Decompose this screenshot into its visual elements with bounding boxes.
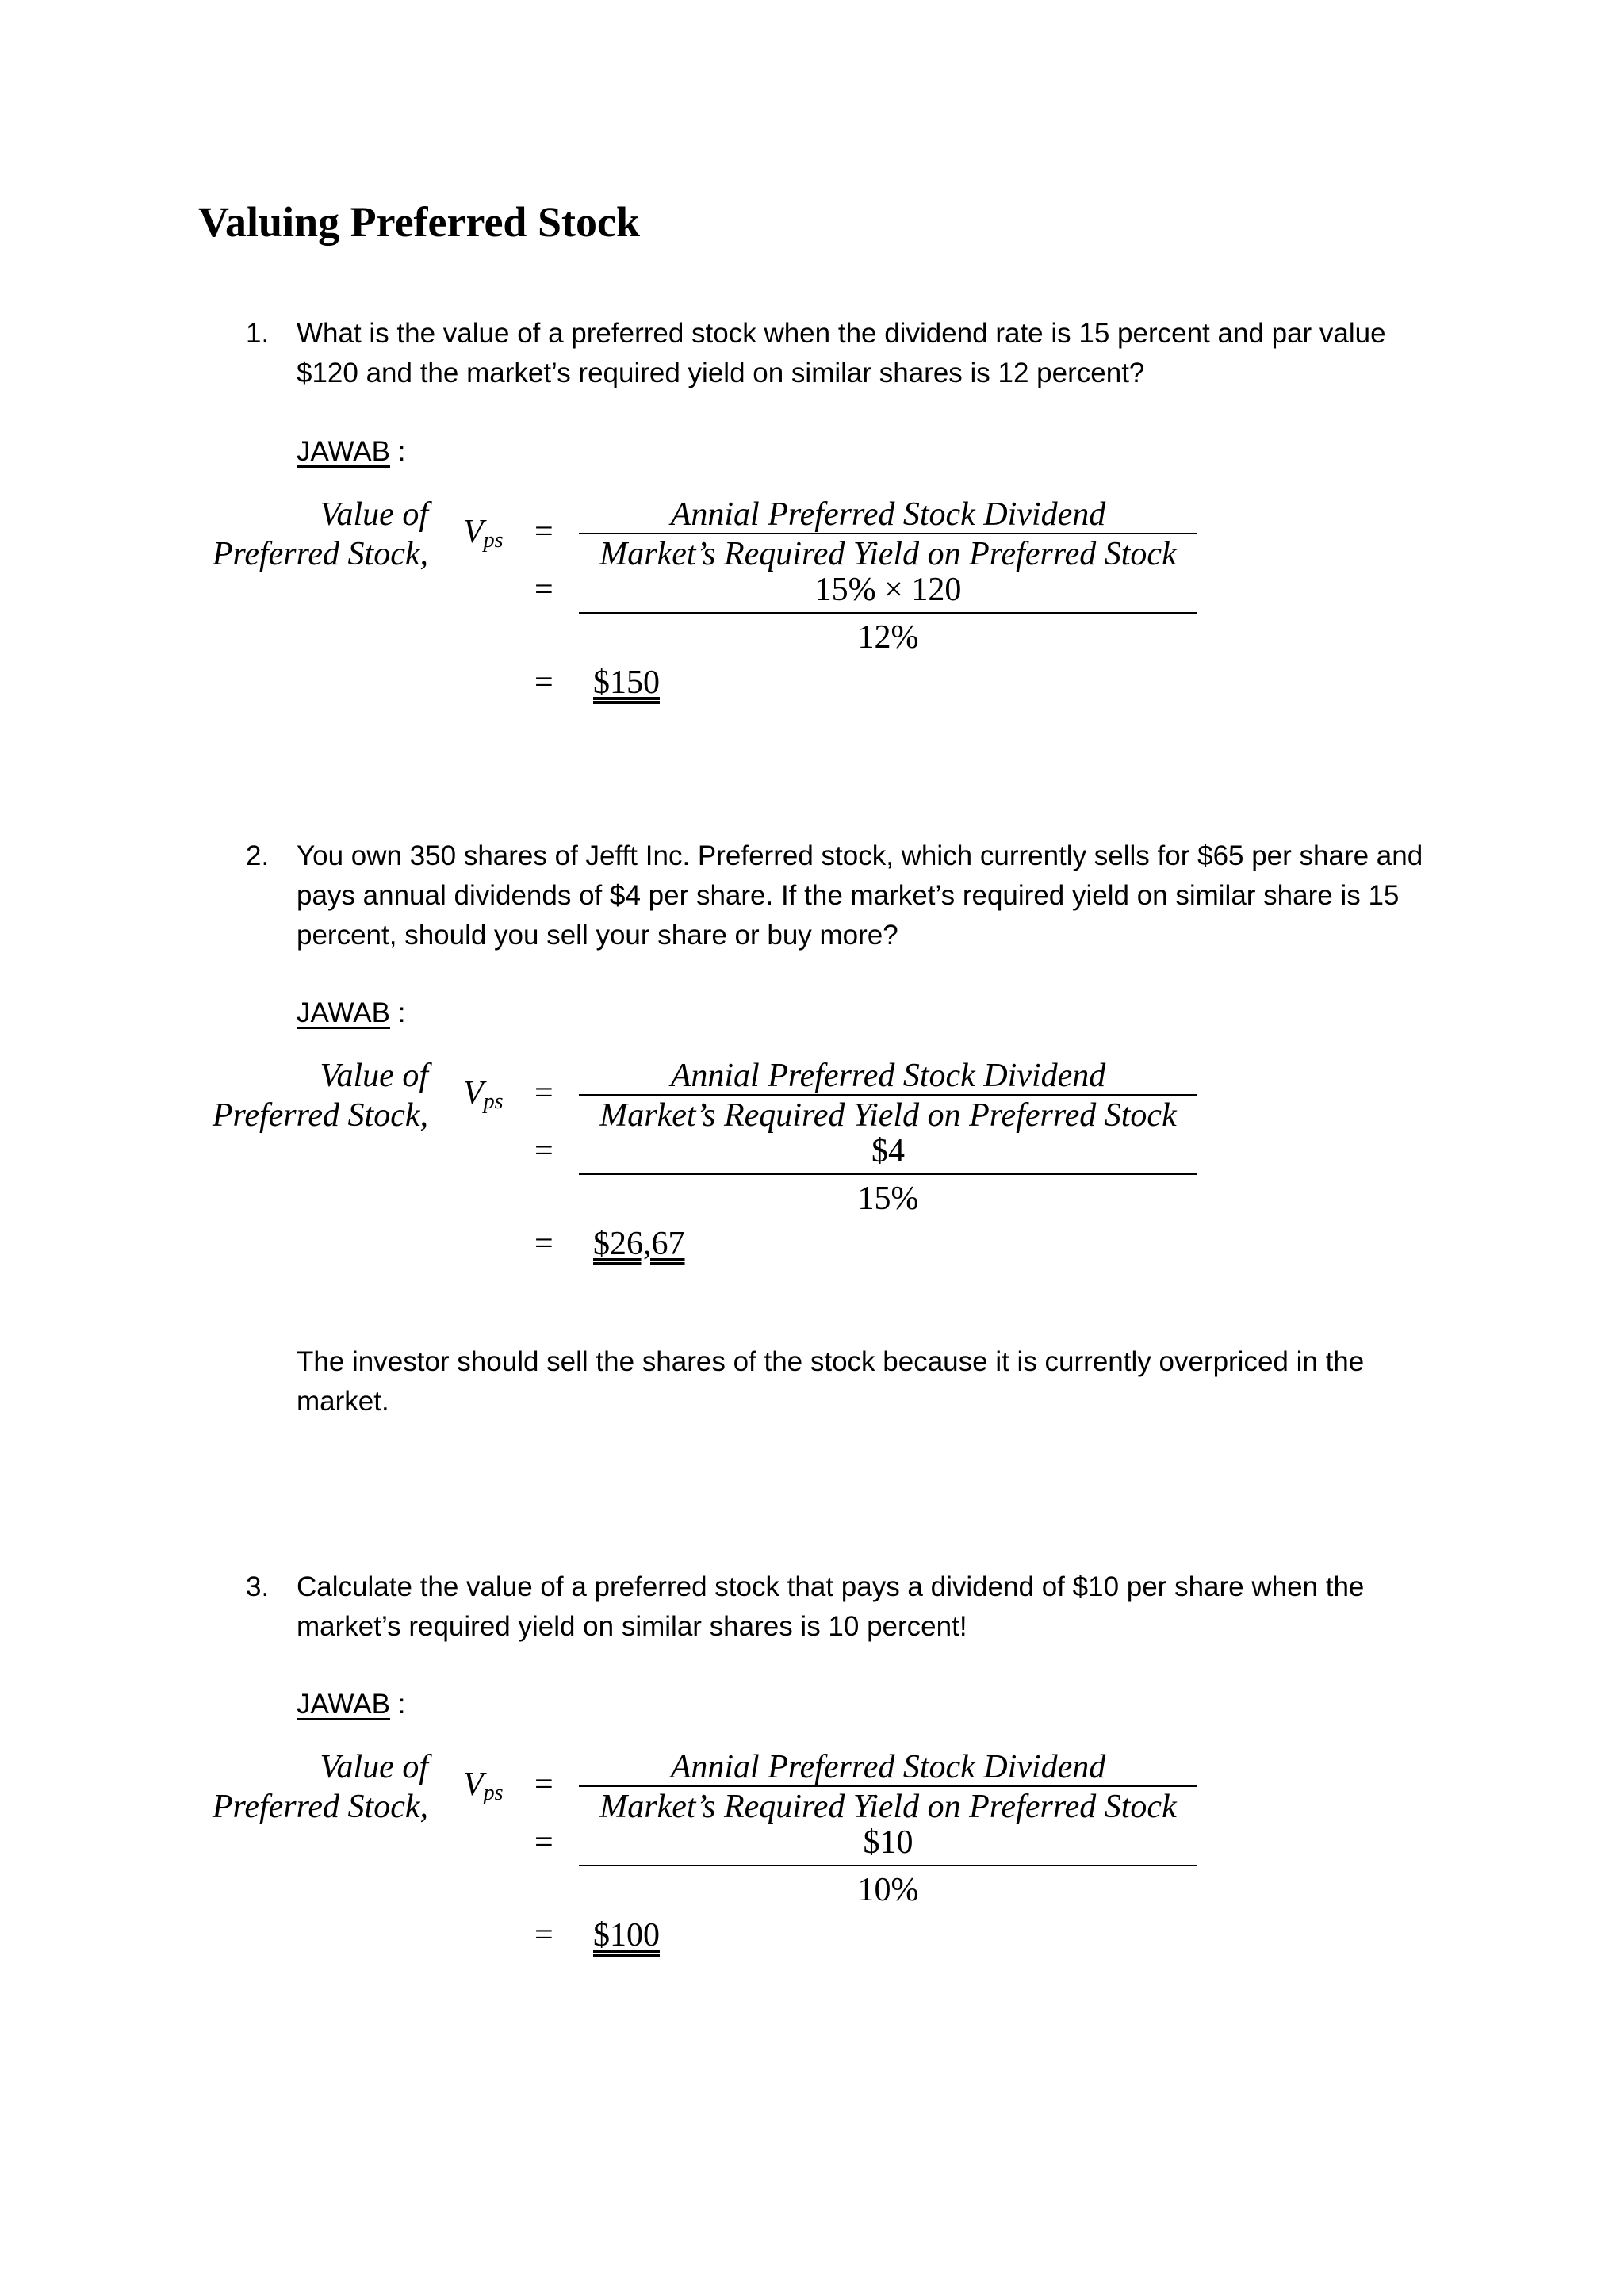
formula-label-line1: Value of (320, 1058, 428, 1094)
formula-label-line1: Value of (320, 1749, 428, 1785)
equals-sign: = (534, 664, 553, 701)
substituted-denominator: 15% (857, 1181, 919, 1217)
formula-result: $150 (593, 664, 660, 701)
fraction-bar (579, 1865, 1197, 1866)
equals-sign: = (534, 572, 553, 608)
formula-numerator: Annial Preferred Stock Dividend (670, 1058, 1106, 1094)
formula-result: $100 (593, 1917, 660, 1954)
substituted-numerator: $4 (871, 1133, 905, 1169)
substituted-numerator: 15% × 120 (814, 572, 962, 608)
question-text: What is the value of a preferred stock when the dividend rate is 15 percent and par value $120 and the market’s required yield on similar shares is 12 percent? (297, 318, 1386, 388)
formula-2 (0, 1056, 1624, 1294)
question-1 (246, 314, 1435, 393)
formula-denominator: Market’s Required Yield on Preferred Stock (599, 1789, 1177, 1825)
conclusion-text: The investor should sell the shares of the stock because it is currently overpriced in the market. (297, 1346, 1365, 1417)
formula-denominator: Market’s Required Yield on Preferred Stock (599, 1097, 1177, 1134)
equals-sign: = (534, 514, 553, 550)
question-number: 1. (246, 318, 270, 349)
fraction-bar (579, 1173, 1197, 1175)
formula-1 (0, 495, 1624, 733)
answer-label: JAWAB : (297, 997, 406, 1028)
question-number: 2. (246, 840, 270, 871)
equals-sign: = (534, 1075, 553, 1112)
formula-symbol: $V_{ps}$ (463, 514, 504, 553)
answer-label: JAWAB : (297, 436, 406, 467)
formula-result: $26,67 (593, 1226, 685, 1262)
question-text: You own 350 shares of Jefft Inc. Preferred stock, which currently sells for $65 per share and pays annual dividends of $4 per share. If the market’s required yield on similar share is 15 percent, should you sell your share or buy more? (297, 840, 1423, 951)
question-text: Calculate the value of a preferred stock that pays a dividend of $10 per share when the market’s required yield on similar shares is 10 percent! (297, 1571, 1365, 1642)
fraction-bar (579, 612, 1197, 614)
page-title: Valuing Preferred Stock (198, 198, 640, 246)
answer-label: JAWAB : (297, 1689, 406, 1720)
formula-numerator: Annial Preferred Stock Dividend (670, 496, 1106, 533)
formula-denominator: Market’s Required Yield on Preferred Stock (599, 536, 1177, 572)
formula-symbol: $V_{ps}$ (463, 1766, 504, 1805)
substituted-denominator: 12% (857, 619, 919, 656)
equals-sign: = (534, 1824, 553, 1861)
formula-3 (0, 1747, 1624, 1985)
formula-label-line2: Preferred Stock, (212, 536, 428, 572)
question-3 (246, 1567, 1435, 1647)
substituted-denominator: 10% (857, 1872, 919, 1908)
formula-symbol: $V_{ps}$ (463, 1075, 504, 1114)
substituted-numerator: $10 (863, 1824, 914, 1861)
equals-sign: = (534, 1133, 553, 1169)
formula-label-line2: Preferred Stock, (212, 1097, 428, 1134)
formula-label-line2: Preferred Stock, (212, 1789, 428, 1825)
formula-label-line1: Value of (320, 496, 428, 533)
equals-sign: = (534, 1226, 553, 1262)
question-number: 3. (246, 1571, 270, 1602)
equals-sign: = (534, 1917, 553, 1954)
formula-numerator: Annial Preferred Stock Dividend (670, 1749, 1106, 1785)
equals-sign: = (534, 1766, 553, 1803)
question-2 (246, 836, 1435, 955)
